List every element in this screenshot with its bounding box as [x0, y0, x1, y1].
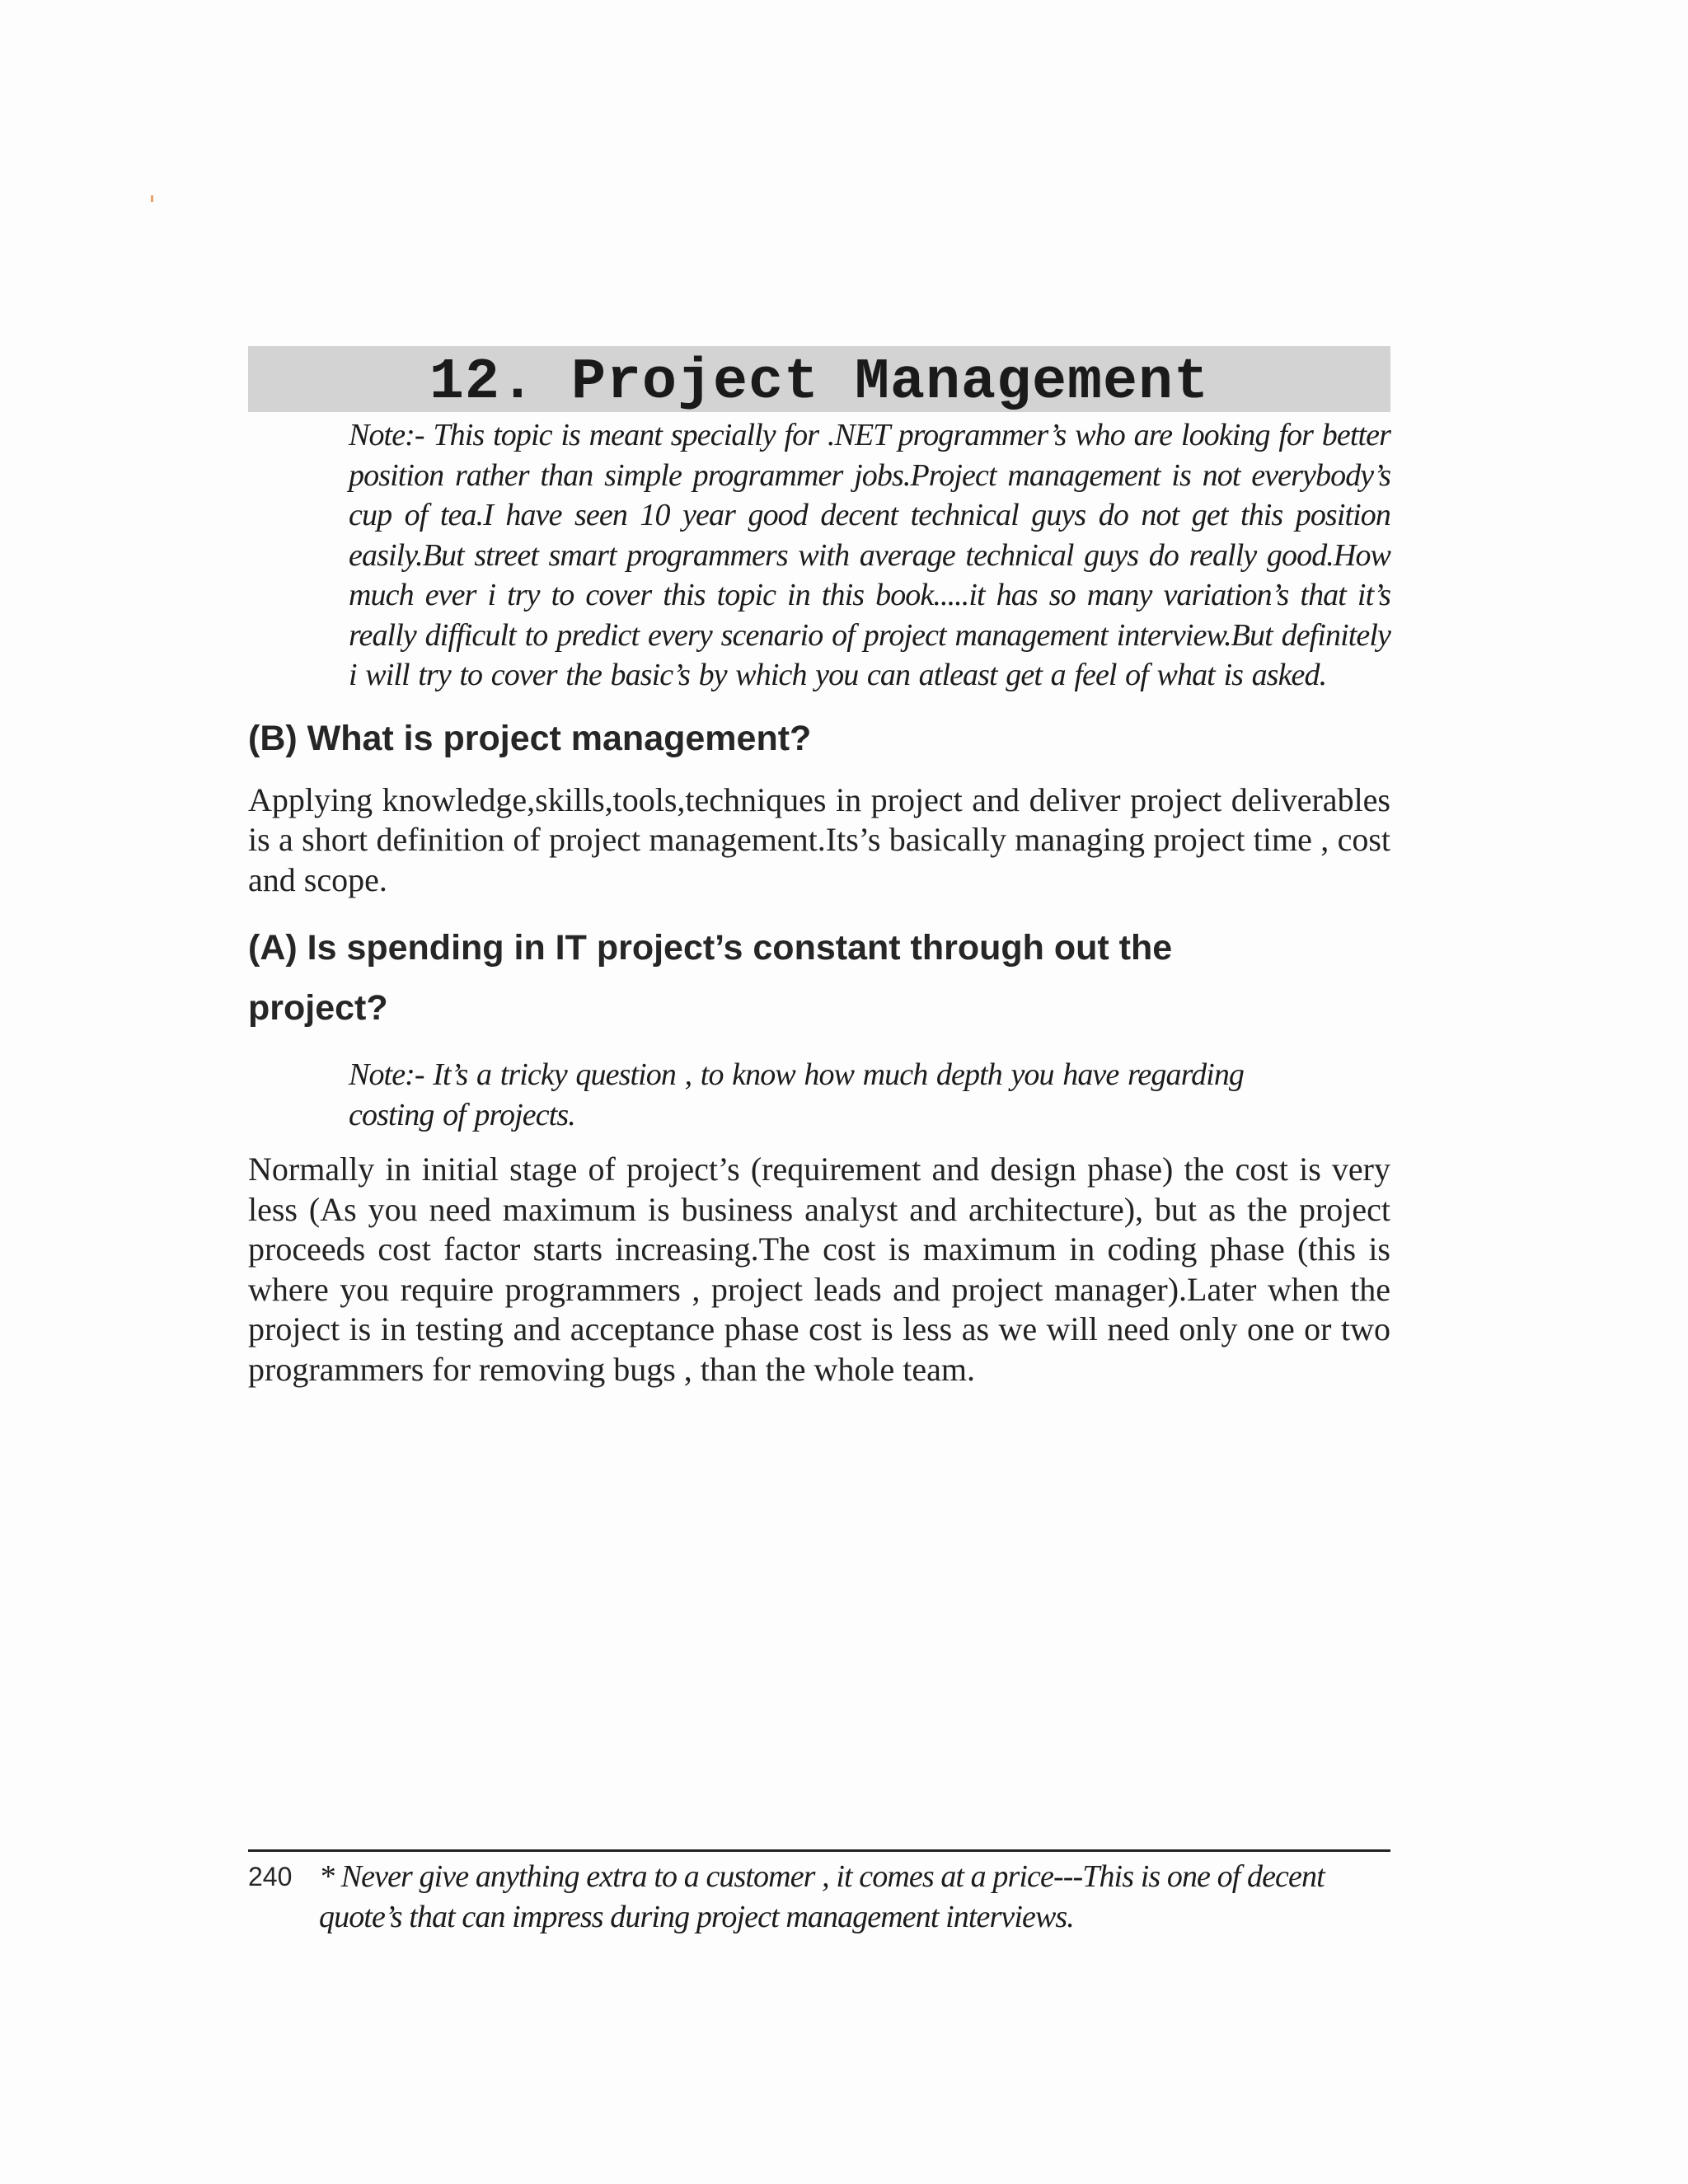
page-footer	[248, 1849, 1390, 1937]
margin-mark	[151, 195, 153, 202]
page-number: 240	[248, 1862, 293, 1891]
chapter-title: 12. Project Management	[429, 349, 1210, 415]
question-note-spending: Note:- It’s a tricky question , to know how much depth you have regarding costing of projects.	[349, 1057, 1245, 1132]
chapter-heading-band	[248, 346, 1390, 415]
question-heading-spending: (A) Is spending in IT project’s constant through out the project?	[248, 928, 1173, 1028]
answer-project-management: Applying knowledge,skills,tools,techniques in project and deliver project deliverables is a short definition of project management.Its’s basically managing project time , cost and scope.	[248, 780, 1390, 898]
answer-spending: Normally in initial stage of project’s (requirement and design phase) the cost is very less (As you need maximum is business analyst and architecture), but as the project proceeds cost factor starts increasing.The cost is maximum in coding phase (this is where you require programmers , project leads and project manager).Later when the project is in testing and acceptance phase cost is less as we will need only one or two programmers for removing bugs , than the whole team.	[248, 1151, 1390, 1388]
intro-note: Note:- This topic is meant specially for .NET programmer’s who are looking for better position rather than simple programmer jobs.Project management is not everybody’s cup of tea.I have seen 10 year good decent technical guys do not get this position easily.But street smart programmers with average technical guys do really good.How much ever i try to cover this topic in this book.....it has so many variation’s that it’s really difficult to predict every scenario of project management interview.But definitely i will try to cover the basic’s by which you can atleast get a feel of what is asked.	[349, 418, 1390, 692]
question-heading-project-management: (B) What is project management?	[248, 718, 812, 758]
page-content	[248, 346, 1390, 1390]
footer-row	[248, 1852, 1390, 1937]
footnote: * Never give anything extra to a customer , it comes at a price---This is one of decent quote’s that can impress during project management interviews.	[319, 1859, 1325, 1934]
